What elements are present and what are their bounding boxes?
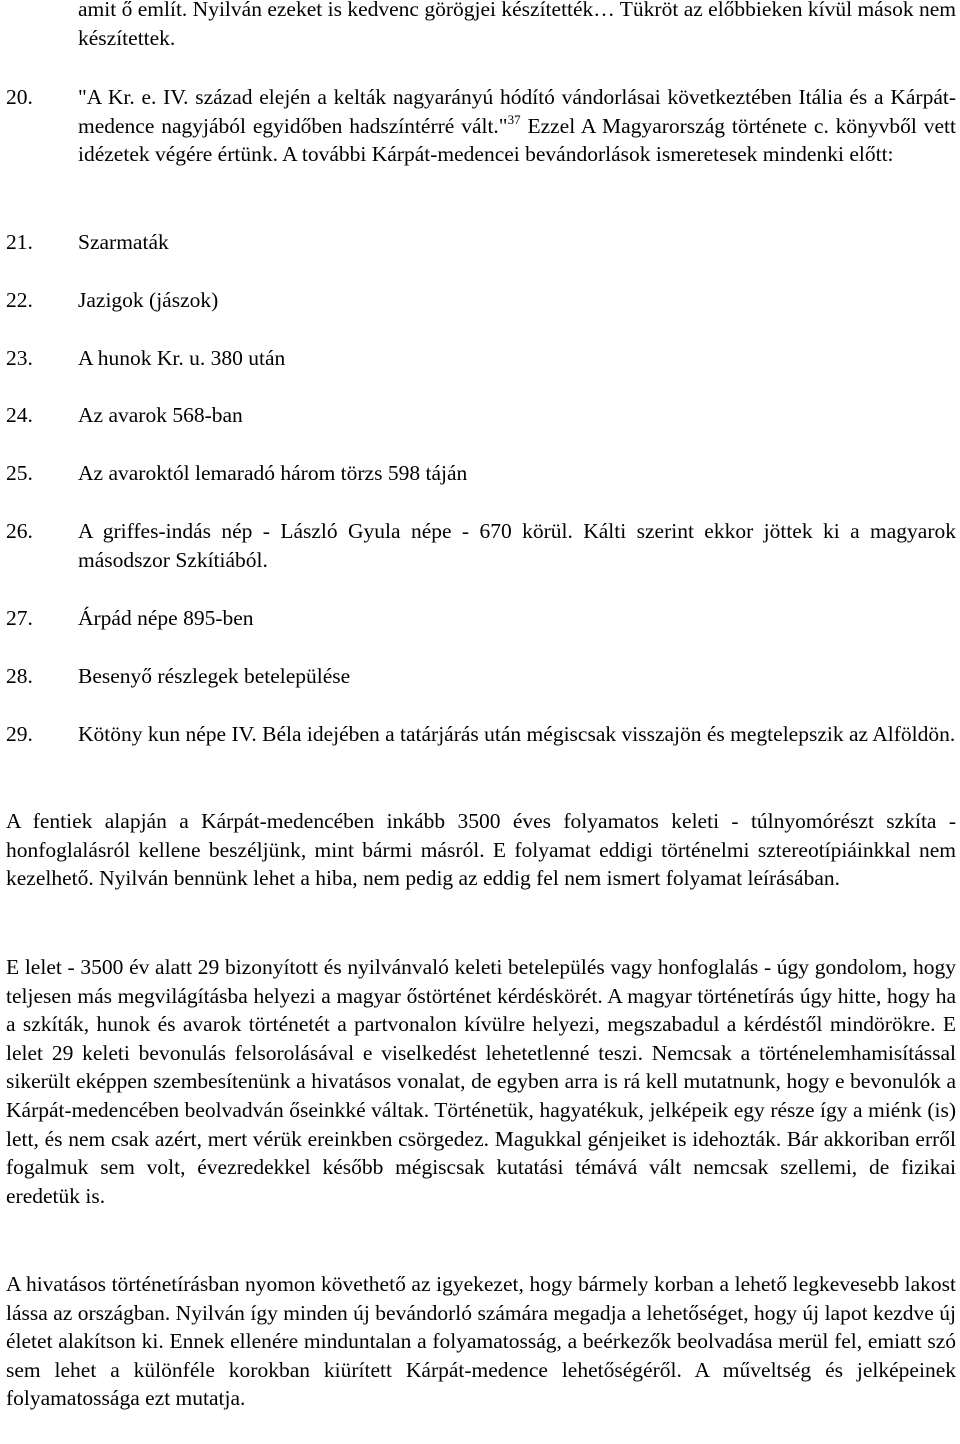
item-number: 22. (6, 288, 33, 312)
list-item (6, 517, 956, 574)
body-paragraph: E lelet - 3500 év alatt 29 bizonyított és nyilvánvaló keleti betelepülés vagy honfoglalás - úgy gondolom, hogy teljesen más megvilágításba helyezi a magyar őstörténet kérdéskörét. A magyar történetírás úgy hitte, hogy ha a szkíták, hunok és avarok történetét a partvonalon kívülre helyezi, megszabadul a kérdéstől mindörökre. E lelet 29 keleti bevonulás felsorolásával e viselkedést lehetetlenné teszi. Nemcsak a történelemhamisítással sikerült eképpen szembesítenünk a hivatásos vonalat, de egyben arra is rá kell mutatnunk, hogy e bevonulók a Kárpát-medencében beolvadván őseinkké váltak. Történetük, hagyatékuk, jelképeik egy része így a miénk (is) lett, és nem csak azért, mert vérük ereinkben csörgedez. Magukkal génjeiket is idehozták. Bár akkoriban erről fogalmuk sem volt, évezredekkel később mégiscsak kutatási témává vált nemcsak szellemi, de fizikai eredetük is. (6, 955, 956, 1208)
item-text: A griffes-indás nép - László Gyula népe - 670 körül. Kálti szerint ekkor jöttek ki a magyarok másodszor Szkítiából. (78, 519, 956, 572)
list-item (6, 401, 956, 430)
item-number: 27. (6, 606, 33, 630)
list-item (6, 83, 956, 169)
list-item (6, 286, 956, 315)
item-text: Jazigok (jászok) (78, 288, 219, 312)
list-item (6, 228, 956, 257)
item-text: Besenyő részlegek betelepülése (78, 664, 351, 688)
item-number: 20. (6, 85, 33, 109)
item-text: A hunok Kr. u. 380 után (78, 346, 286, 370)
item-text: Kötöny kun népe IV. Béla idejében a tatárjárás után mégiscsak visszajön és megtelepszik az Alföldön. (78, 722, 956, 746)
item-text: "A Kr. e. IV. század elején a kelták nagyarányú hódító vándorlásai következtében Itália és a Kárpát-medence nagyjából egyidőben hadszíntérré vált."$^{37}$ Ezzel A Magyarország története c. könyvből vett idézetek végére értünk. A további Kárpát-medencei bevándorlások ismeretesek mindenki előtt: (78, 85, 957, 167)
item-number: 25. (6, 461, 33, 485)
intro-continuation (6, 0, 956, 52)
body-paragraph: A fentiek alapján a Kárpát-medencében inkább 3500 éves folyamatos keleti - túlnyomórészt szkíta - honfoglalásról kellene beszéljünk, mint bármi másról. E folyamat eddigi történelmi sztereotípiáinkkal nem kezelhető. Nyilván bennünk lehet a hiba, nem pedig az eddig fel nem ismert folyamat leírásában. (6, 809, 956, 891)
item-text: Az avaroktól lemaradó három törzs 598 táján (78, 461, 468, 485)
item-number: 21. (6, 230, 33, 254)
item-number: 24. (6, 403, 33, 427)
item-text: Szarmaták (78, 230, 169, 254)
list-item (6, 344, 956, 373)
item-text: Az avarok 568-ban (78, 403, 243, 427)
item-number: 28. (6, 664, 33, 688)
item-number: 26. (6, 519, 33, 543)
list-item (6, 604, 956, 633)
item-number: 29. (6, 722, 33, 746)
item-number: 23. (6, 346, 33, 370)
footnote-marker: 37 (507, 111, 521, 127)
list-item (6, 459, 956, 488)
body-paragraph: A hivatásos történetírásban nyomon követhető az igyekezet, hogy bármely korban a lehető legkevesebb lakost lássa az országban. Nyilván így minden új bevándorló számára megadja a lehetőséget, hogy új lapot kezdve új életet alakítson ki. Ennek ellenére minduntalan a folyamatosság, a beérkezők beolvadása merül fel, emiatt szó sem lehet a különféle korokban kiürített Kárpát-medence lehetőségéről. A műveltség és jelképeinek folyamatossága ezt mutatja. (6, 1272, 956, 1411)
list-item (6, 720, 956, 749)
list-item (6, 662, 956, 691)
item-text: Árpád népe 895-ben (78, 606, 254, 630)
intro-text: amit ő említ. Nyilván ezeket is kedvenc görögjei készítették… Tükröt az előbbieken kívül mások nem készítettek. (78, 0, 956, 50)
